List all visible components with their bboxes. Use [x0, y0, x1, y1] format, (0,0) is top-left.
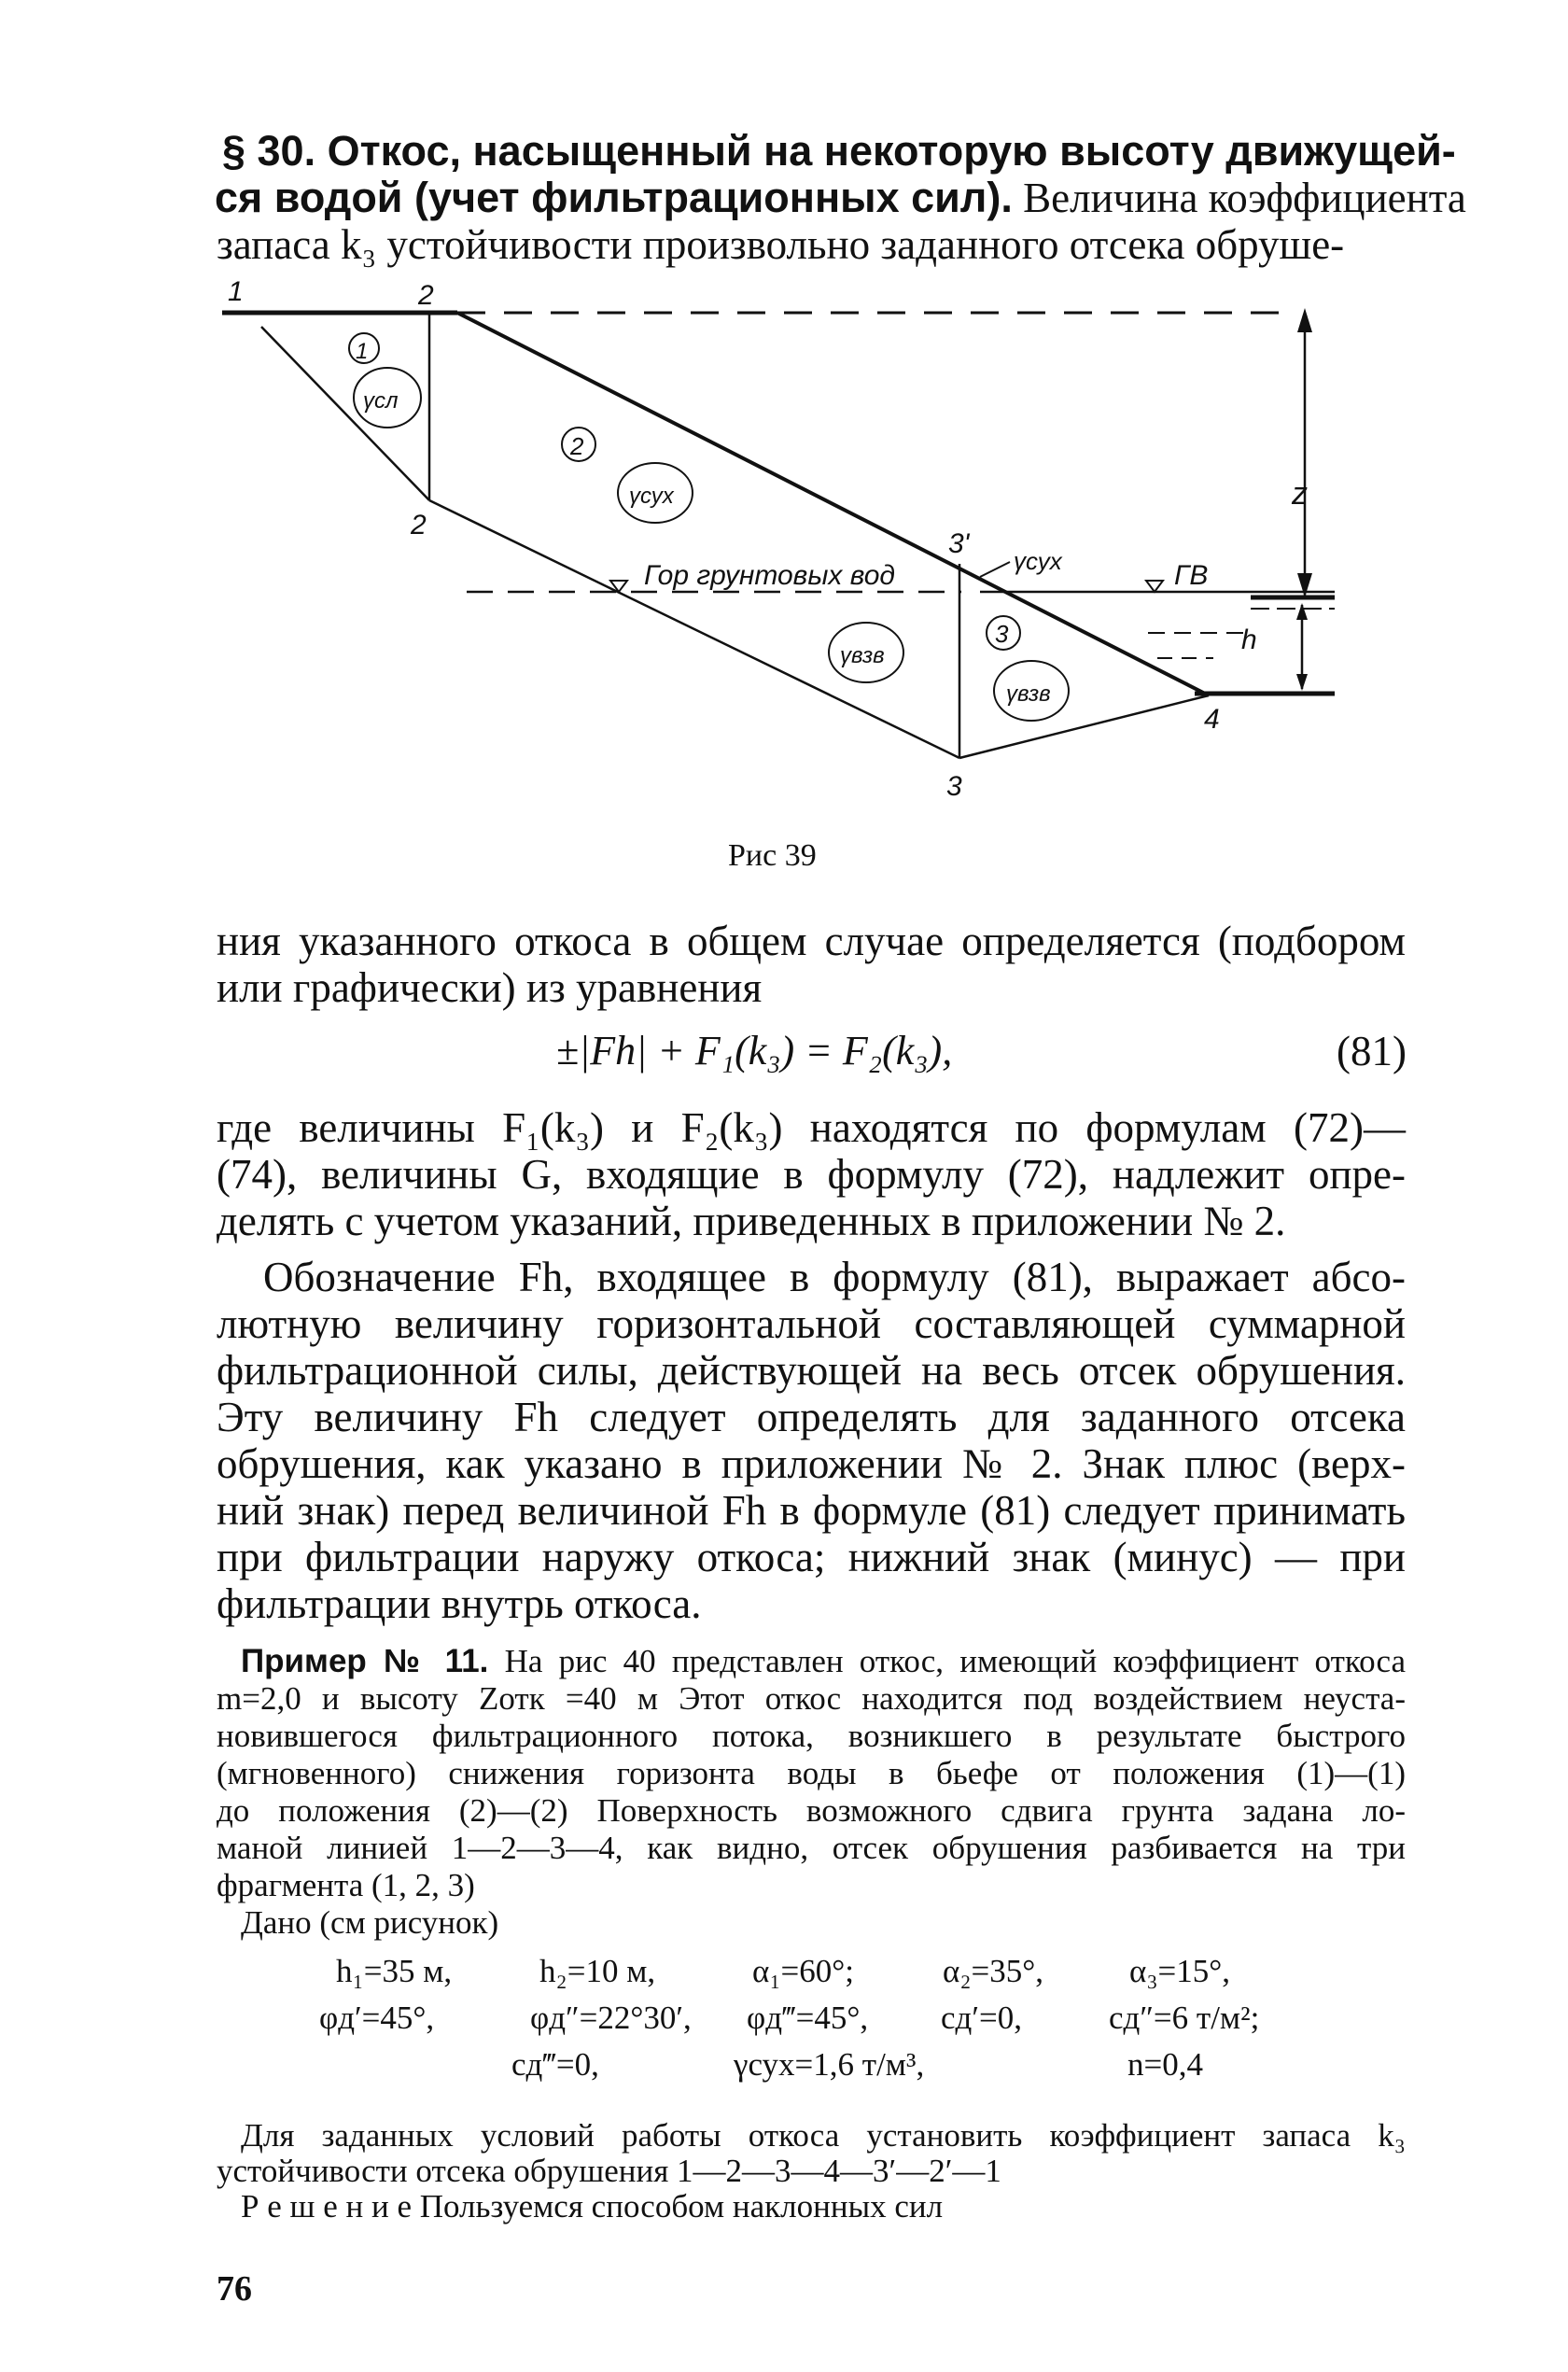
para2-line-1: где величины F₁(k₃) и F₂(k₃) находятся по формулам (72)—	[217, 1104, 1406, 1151]
groundwater-label: Гор грунтовых вод	[644, 560, 896, 591]
h-arrow-down-icon	[1296, 674, 1308, 691]
para3-line-7: при фильтрации наружу откоса; нижний знак (минус) — при	[217, 1534, 1406, 1580]
section-heading-line-2	[215, 174, 1466, 222]
given-row-3-col-5: n=0,4	[1127, 2046, 1203, 2083]
equation-81: ±|Fh| + F₁(k₃) = F₂(k₃),	[556, 1028, 953, 1074]
para1-line-1: ния указанного откоса в общем случае определяется (подбором	[217, 918, 1406, 964]
equation-number: (81)	[1337, 1028, 1407, 1074]
given-row-1-col-1: h₁=35 м,	[336, 1953, 453, 1989]
solution-line	[241, 2188, 943, 2225]
para2-line-2: (74), величины G, входящие в формулу (72), надлежит опре-	[217, 1151, 1406, 1198]
para3-line-2: лютную величину горизонтальной составляющей суммарной	[217, 1300, 1406, 1347]
para3-line-8: фильтрации внутрь откоса.	[217, 1580, 702, 1627]
example-line-1-text: На рис 40 представлен откос, имеющий коэффициент откоса	[488, 1643, 1406, 1679]
point-4-label: 4	[1204, 704, 1220, 735]
solution-label: Р е ш е н и е	[241, 2188, 412, 2225]
para1-line-2: или графически) из уравнения	[217, 964, 763, 1011]
gv-level-marker-icon	[1146, 581, 1163, 592]
point-2-top-label: 2	[418, 280, 434, 311]
task-line-1: Для заданных условий работы откоса установить коэффициент запаса k₃	[241, 2117, 1406, 2154]
solution-text: Пользуемся способом наклонных сил	[411, 2188, 944, 2225]
example-line-1	[241, 1643, 1406, 1680]
gamma-vzv-label-3: γвзв	[1006, 681, 1051, 707]
task-line-2: устойчивости отсека обрушения 1—2—3—4—3′—2′—1	[217, 2153, 1001, 2189]
example-line-4: (мгновенного) снижения горизонта воды в бьефе от положения (1)—(1)	[217, 1755, 1406, 1791]
z-arrow-down-icon	[1297, 573, 1312, 597]
fragment-3-label: 3	[995, 620, 1009, 648]
para3-line-1: Обозначение Fh, входящее в формулу (81), выражает абсо-	[263, 1254, 1406, 1300]
given-row-1-col-4: α₂=35°,	[943, 1953, 1044, 1989]
example-line-3: новившегося фильтрационного потока, возникшего в результате быстрого	[217, 1718, 1406, 1754]
section-body-line-3: запаса k₃ устойчивости произвольно заданного отсека обруше-	[217, 221, 1345, 268]
given-row-1-col-2: h₂=10 м,	[539, 1953, 656, 1989]
fragment-1-label: 1	[356, 339, 369, 364]
example-line-6: маной линией 1—2—3—4, как видно, отсек обрушения разбивается на три	[217, 1830, 1406, 1866]
point-1-label: 1	[228, 276, 244, 307]
gamma-slx-label: γсл	[363, 388, 399, 414]
given-row-1-col-5: α₃=15°,	[1129, 1953, 1231, 1989]
para3-line-6: ний знак) перед величиной Fh в формуле (81) следует принимать	[217, 1487, 1406, 1534]
given-row-2-col-2: φд″=22°30′,	[530, 2000, 692, 2036]
gv-label: ГВ	[1174, 560, 1209, 591]
gamma-leader-line	[980, 562, 1010, 577]
example-title: Пример № 11.	[241, 1643, 489, 1679]
para2-line-3: делять с учетом указаний, приведенных в приложении № 2.	[217, 1198, 1286, 1244]
given-label: Дано (см рисунок)	[241, 1904, 499, 1941]
point-2-bottom-label: 2	[411, 510, 427, 540]
example-line-5: до положения (2)—(2) Поверхность возможного сдвига грунта задана ло-	[217, 1792, 1406, 1829]
given-row-1-col-3: α₁=60°;	[752, 1953, 854, 1989]
gamma-sux-label-2: γсух	[629, 484, 674, 509]
given-row-2-col-5: cд″=6 т/м²;	[1109, 2000, 1260, 2036]
fragment-2-label: 2	[570, 432, 584, 460]
given-row-3-col-3: γсух=1,6 т/м³,	[734, 2046, 925, 2083]
section-heading-rest: Величина коэффициента	[1012, 175, 1466, 221]
sliding-surface-segment-1-2	[261, 327, 429, 500]
section-heading-text: § 30. Откос, насыщенный на некоторую высоту движущей-	[222, 127, 1456, 175]
h-arrow-up-icon	[1296, 603, 1308, 620]
point-3-bottom-label: 3	[946, 771, 962, 802]
para3-line-5: обрушения, как указано в приложении № 2. Знак плюс (верх-	[217, 1440, 1406, 1487]
slope-diagram	[0, 271, 1568, 831]
h-label: h	[1241, 625, 1257, 655]
given-row-2-col-4: cд′=0,	[941, 2000, 1022, 2036]
given-row-2-col-1: φд′=45°,	[319, 2000, 435, 2036]
gamma-sux-label-3: γсух	[1014, 547, 1062, 575]
example-line-7: фрагмента (1, 2, 3)	[217, 1867, 475, 1903]
section-heading-line-1	[222, 127, 1456, 175]
figure-caption: Рис 39	[728, 838, 817, 873]
z-arrow-up-icon	[1297, 308, 1312, 332]
z-label: z	[1292, 476, 1308, 512]
gamma-vzv-label-2: γвзв	[840, 643, 885, 668]
sliding-surface-segment-3-4	[959, 695, 1209, 758]
page-number: 76	[217, 2269, 252, 2309]
sliding-surface-segment-2-3	[429, 500, 959, 758]
given-row-2-col-3: φд‴=45°,	[747, 2000, 869, 2036]
point-3-top-label: 3'	[948, 528, 970, 559]
para3-line-3: фильтрационной силы, действующей на весь отсек обрушения.	[217, 1347, 1406, 1394]
para3-line-4: Эту величину Fh следует определять для заданного отсека	[217, 1394, 1406, 1440]
example-line-2: m=2,0 и высоту Zотк =40 м Этот откос находится под воздействием неуста-	[217, 1680, 1406, 1717]
given-row-3-col-2: cд‴=0,	[511, 2046, 599, 2083]
section-heading-bold: ся водой (учет фильтрационных сил).	[215, 174, 1013, 221]
